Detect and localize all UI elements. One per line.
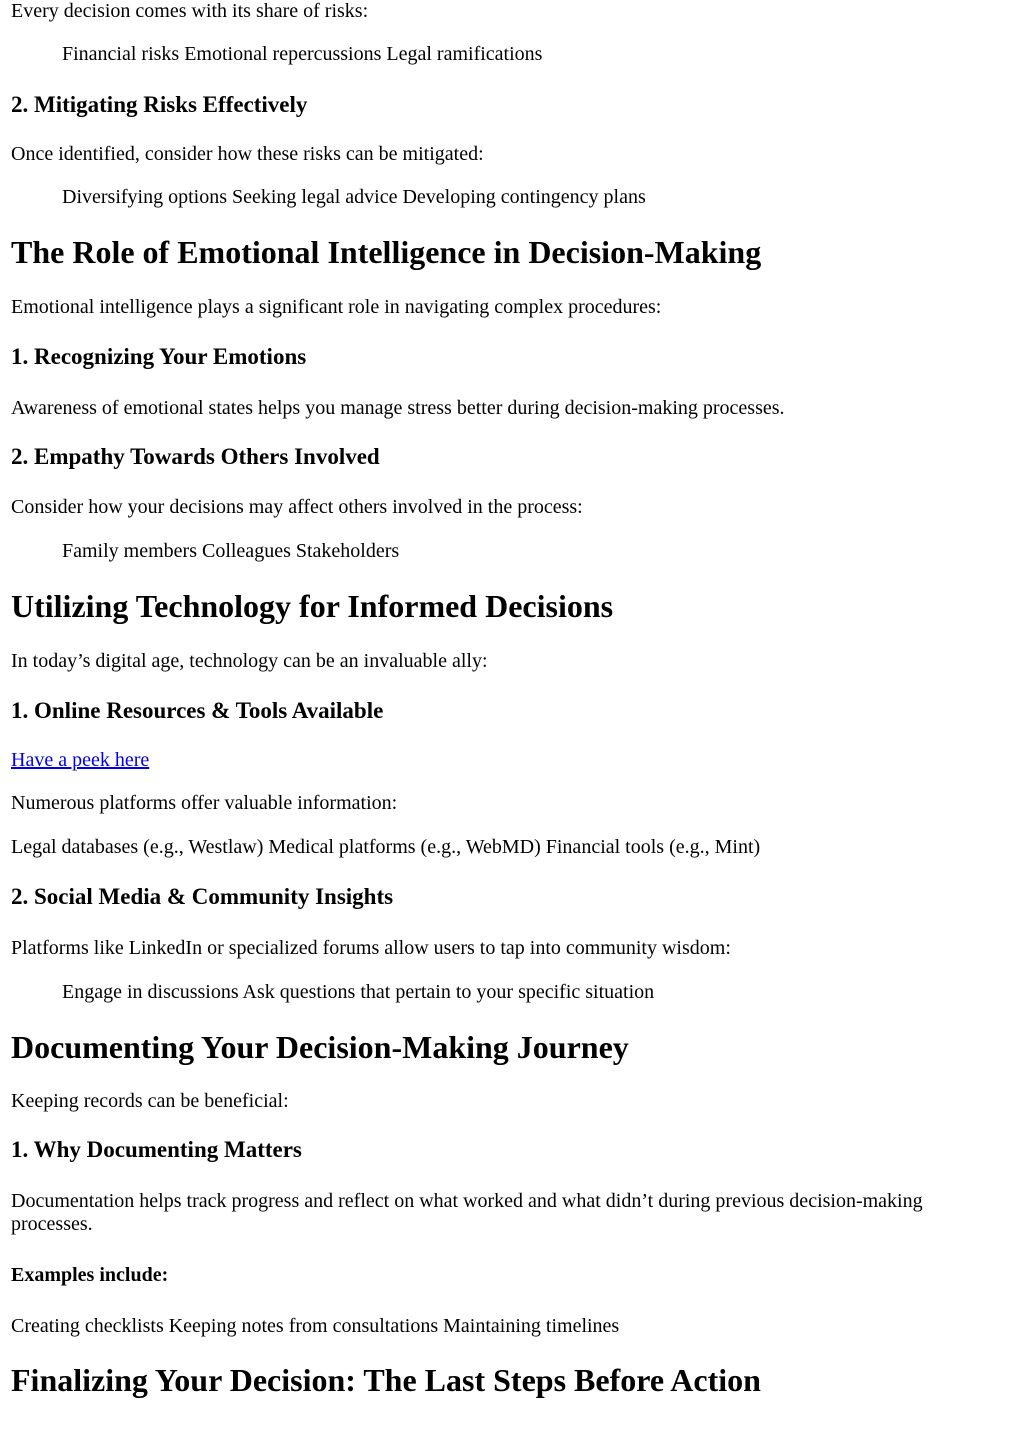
empathy-list: Family members Colleagues Stakeholders [62,540,400,562]
platforms-list: Legal databases (e.g., Westlaw) Medical platforms (e.g., WebMD) Financial tools (e.g., Mint) [11,836,761,858]
platforms-text: Numerous platforms offer valuable information: [11,792,398,814]
emotional-intelligence-heading: The Role of Emotional Intelligence in Decision-Making [11,234,762,270]
risks-intro: Every decision comes with its share of risks: [11,0,369,22]
finalizing-heading: Finalizing Your Decision: The Last Steps Before Action [11,1362,761,1398]
empathy-text: Consider how your decisions may affect others involved in the process: [11,496,583,518]
mitigating-intro: Once identified, consider how these risks can be mitigated: [11,143,484,165]
recognizing-emotions-text: Awareness of emotional states helps you manage stress better during decision-making processes. [11,397,785,419]
why-documenting-heading: 1. Why Documenting Matters [11,1137,302,1162]
technology-heading: Utilizing Technology for Informed Decisions [11,588,614,624]
recognizing-emotions-heading: 1. Recognizing Your Emotions [11,344,307,369]
examples-list: Creating checklists Keeping notes from consultations Maintaining timelines [11,1315,620,1337]
emotional-intelligence-intro: Emotional intelligence plays a significant role in navigating complex procedures: [11,296,662,318]
technology-intro: In today’s digital age, technology can be an invaluable ally: [11,650,488,672]
why-documenting-text: Documentation helps track progress and reflect on what worked and what didn’t during previous decision-making processes. [11,1190,923,1235]
social-media-text: Platforms like LinkedIn or specialized forums allow users to tap into community wisdom: [11,937,731,959]
examples-label: Examples include: [11,1264,169,1286]
social-media-heading: 2. Social Media & Community Insights [11,884,394,909]
mitigating-list: Diversifying options Seeking legal advice Developing contingency plans [62,186,646,208]
documenting-intro: Keeping records can be beneficial: [11,1090,289,1112]
mitigating-risks-heading: 2. Mitigating Risks Effectively [11,92,308,117]
empathy-heading: 2. Empathy Towards Others Involved [11,444,380,469]
have-a-peek-link[interactable]: Have a peek here [11,749,150,771]
online-resources-heading: 1. Online Resources & Tools Available [11,698,384,723]
risks-list: Financial risks Emotional repercussions Legal ramifications [62,43,543,65]
documenting-heading: Documenting Your Decision-Making Journey [11,1029,629,1065]
social-media-list: Engage in discussions Ask questions that pertain to your specific situation [62,981,655,1003]
